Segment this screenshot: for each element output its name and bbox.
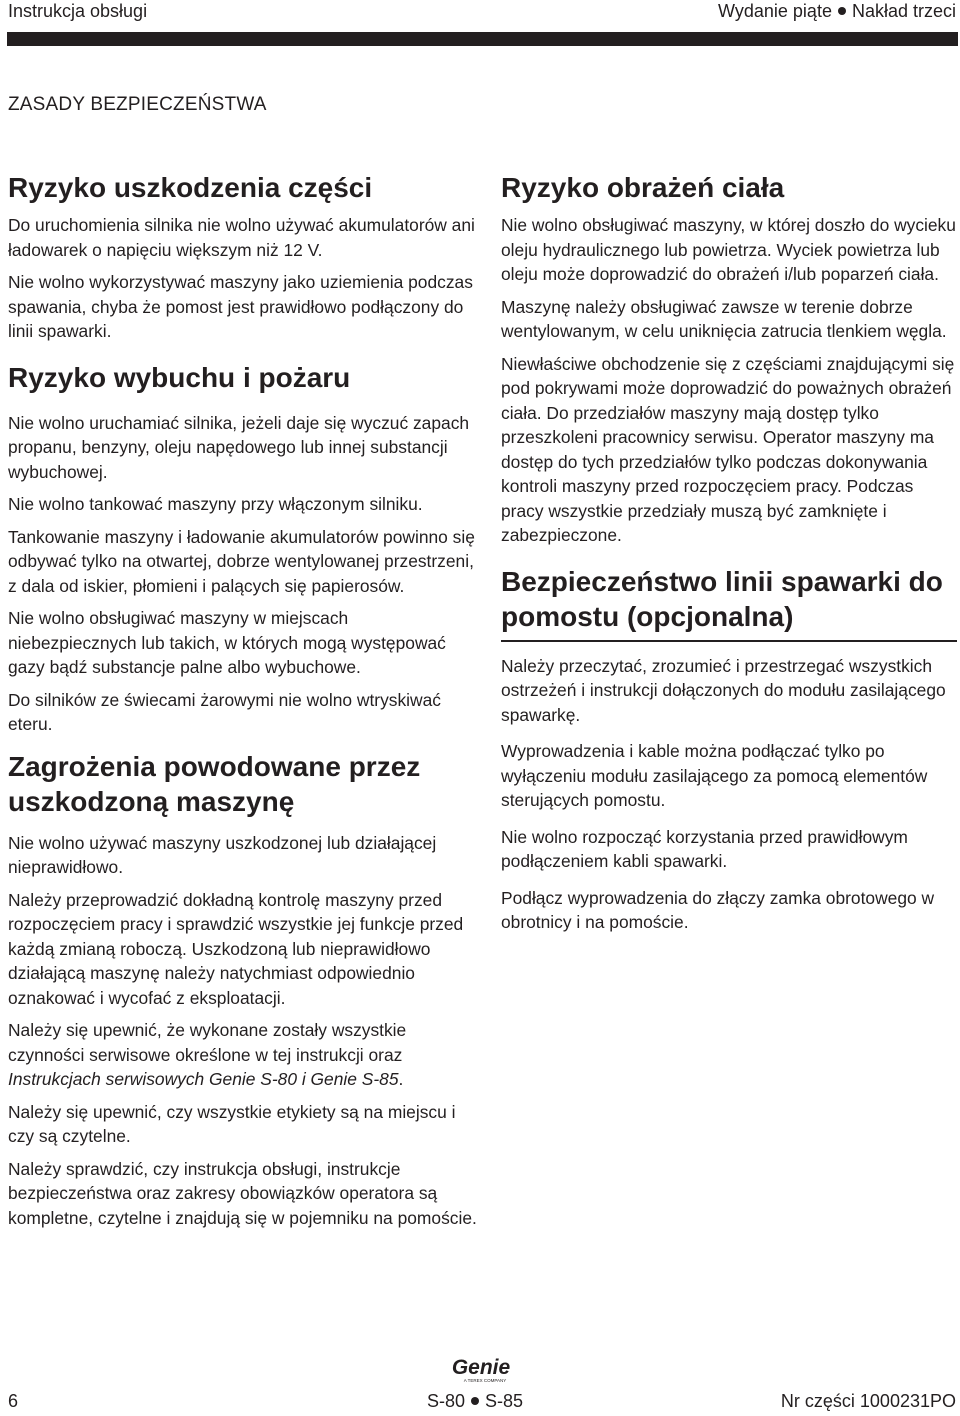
paragraph-text: . (398, 1069, 404, 1089)
paragraph: Niewłaściwe obchodzenie się z częściami znajdującymi się pod pokrywami może doprowadzić do poważnych obrażeń ciała. Do przedziałów maszyny mają dostęp tylko przeszkoleni pracownicy serwisu. Operator maszyny ma dostęp do tych przedziałów tylko podczas dokonywania kontroli maszyny przed rozpoczęciem pracy. Podczas pracy wszystkie przedziały muszą być zamknięte i zabezpieczone. (501, 353, 955, 545)
paragraph: Należy sprawdzić, czy instrukcja obsługi, instrukcje bezpieczeństwa oraz zakresy obowiązków operatora są kompletne, czytelne i znajdują się w pojemniku na pomoście. (8, 1158, 477, 1228)
model-s80: S-80 (427, 1391, 466, 1411)
left-column (8, 170, 478, 1230)
paragraph: Należy przeczytać, zrozumieć i przestrzegać wszystkich ostrzeżeń i instrukcji dołączonych do modułu zasilającego spawarkę. (501, 655, 946, 725)
header-manual-title: Instrukcja obsługi (8, 1, 148, 21)
header-rule (7, 32, 958, 46)
paragraph: Należy przeprowadzić dokładną kontrolę maszyny przed rozpoczęciem pracy i sprawdzić wszystkie jej funkcje przed każdą zmianą roboczą. Uszkodzoną lub nieprawidłowo działającą maszynę należy natychmiast odpowiednio oznakować i wycofać z eksploatacji. (8, 889, 464, 1008)
paragraph: Należy się upewnić, czy wszystkie etykiety są na miejscu i czy są czytelne. (8, 1101, 456, 1146)
paragraph: Nie wolno rozpocząć korzystania przed prawidłowym podłączeniem kabli spawarki. (501, 826, 908, 871)
paragraph: Nie wolno obsługiwać maszyny w miejscach niebezpiecznych lub takich, w których mogą występować gazy bądź substancje palne albo wybuchowe. (8, 608, 446, 677)
heading-damaged-machine: Zagrożenia powodowane przez uszkodzoną maszynę (8, 750, 421, 817)
part-number: Nr części 1000231PO (780, 1391, 956, 1411)
paragraph-text: Należy się upewnić, że wykonane zostały wszystkie czynności serwisowe określone w tej instrukcji oraz (8, 1020, 407, 1065)
heading-parts-damage: Ryzyko uszkodzenia części (8, 172, 373, 203)
page-number: 6 (8, 1391, 19, 1411)
paragraph: Wyprowadzenia i kable można podłączać tylko po wyłączeniu modułu zasilającego za pomocą elementów sterujących pomostu. (501, 741, 928, 810)
svg-text:Genie: Genie (451, 1356, 511, 1379)
paragraph: Nie wolno używać maszyny uszkodzonej lub działającej nieprawidłowo. (8, 832, 437, 877)
paragraph (8, 1018, 478, 1092)
paragraph: Nie wolno obsługiwać maszyny, w której doszło do wycieku oleju hydraulicznego lub powietrza. Wyciek powietrza lub oleju może doprowadzić do obrażeń i/lub poparzeń ciała. (501, 215, 956, 284)
footer-models (427, 1390, 523, 1412)
bullet-icon (838, 7, 846, 15)
paragraph: Do uruchomienia silnika nie wolno używać akumulatorów ani ładowarek o napięciu większym niż 12 V. (8, 215, 475, 260)
paragraph: Do silników ze świecami żarowymi nie wolno wtryskiwać eteru. (8, 689, 441, 734)
genie-logo (441, 1356, 521, 1384)
heading-welder-line: Bezpieczeństwo linii spawarki do pomostu (opcjonalna) (501, 565, 943, 632)
paragraph: Nie wolno wykorzystywać maszyny jako uziemienia podczas spawania, chyba że pomost jest prawidłowo podłączony do linii spawarki. (8, 272, 473, 341)
heading-bodily-injury: Ryzyko obrażeń ciała (501, 172, 785, 203)
header-edition-number: Wydanie piąte (718, 1, 832, 21)
paragraph: Tankowanie maszyny i ładowanie akumulatorów powinno się odbywać tylko na otwartej, dobrze wentylowanej przestrzeni, z dala od iskier, płomieni i palących się papierosów. (8, 526, 475, 596)
paragraph: Podłącz wyprowadzenia do złączy zamka obrotowego w obrotnicy i na pomoście. (501, 887, 935, 932)
paragraph: Maszynę należy obsługiwać zawsze w terenie dobrze wentylowanym, w celu uniknięcia zatrucia tlenkiem węgla. (501, 296, 947, 341)
header-print-run: Nakład trzeci (851, 1, 956, 21)
paragraph: Nie wolno tankować maszyny przy włączonym silniku. (8, 494, 423, 514)
paragraph: Nie wolno uruchamiać silnika, jeżeli daje się wyczuć zapach propanu, benzyny, oleju napędowego lub innej substancji wybuchowej. (8, 412, 470, 482)
right-column (501, 170, 957, 935)
service-manual-reference: Instrukcjach serwisowych Genie S-80 i Genie S-85 (8, 1069, 399, 1089)
bullet-icon (471, 1397, 479, 1405)
header-edition (718, 0, 956, 22)
model-s85: S-85 (485, 1391, 524, 1411)
section-label: ZASADY BEZPIECZEŃSTWA (8, 94, 267, 115)
svg-text:A TEREX COMPANY: A TEREX COMPANY (463, 1378, 507, 1383)
heading-explosion-fire: Ryzyko wybuchu i pożaru (8, 361, 351, 393)
